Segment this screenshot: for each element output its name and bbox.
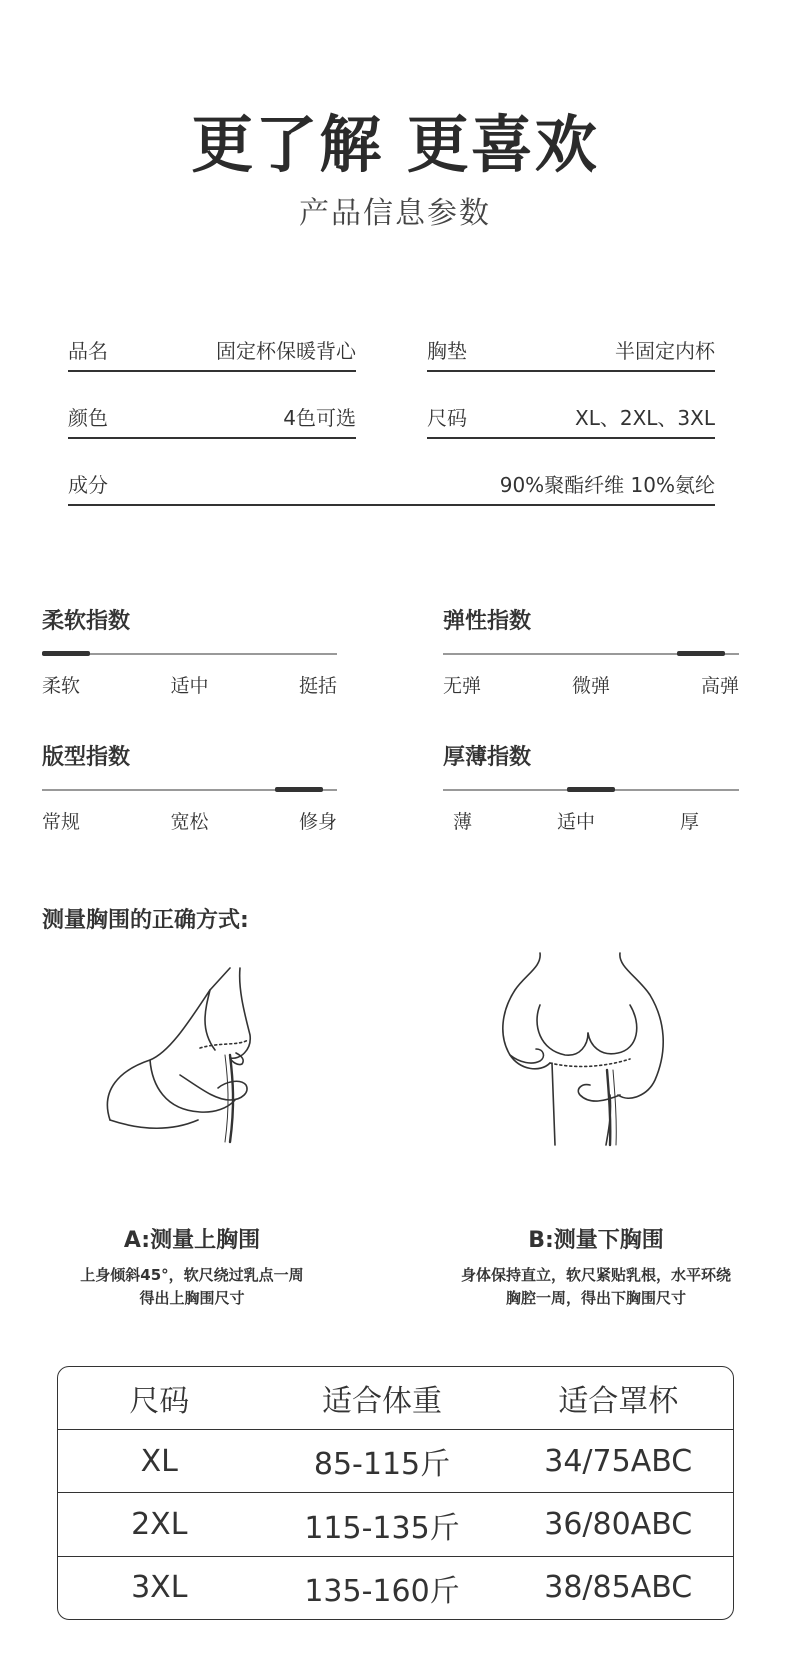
index-label: 适中 [556,811,595,833]
index-label: 适中 [170,675,209,697]
index-marker [42,651,90,656]
table-cell: 3XL [58,1556,261,1619]
measure-under-bust-illustration [480,945,690,1150]
info-key: 品名 [68,339,108,363]
index-label: 无弹 [443,675,482,697]
index-label: 挺括 [298,675,337,697]
info-value: 90%聚酯纤维 10%氨纶 [499,473,715,497]
table-cell: XL [58,1430,261,1493]
index-title: 弹性指数 [443,609,532,634]
index-title: 柔软指数 [42,609,131,634]
index-title: 版型指数 [42,745,131,770]
index-labels [443,671,739,698]
index-elasticity [443,604,739,698]
table-cell: 34/75ABC [504,1430,734,1493]
index-marker [275,787,323,792]
info-key: 胸垫 [427,339,467,363]
index-label: 柔软 [42,675,81,697]
index-label: 厚 [679,811,699,833]
index-label: 修身 [298,811,337,833]
table-row [58,1430,733,1493]
size-chart-table [57,1366,734,1620]
table-cell: 38/85ABC [504,1556,734,1619]
index-track [443,789,739,791]
index-labels [443,807,739,834]
info-product-name [68,335,356,372]
index-track [443,653,739,655]
measure-a-caption: A:测量上胸围 [123,1228,261,1253]
measure-a-desc-line2: 得出上胸围尺寸 [139,1289,245,1307]
info-pad [427,335,715,372]
table-header-row [58,1367,733,1430]
index-label: 宽松 [170,811,209,833]
table-cell: 135-160斤 [261,1556,504,1619]
measure-upper-bust-illustration [80,960,300,1150]
info-key: 颜色 [68,406,108,430]
index-marker [567,787,615,792]
index-marker [677,651,725,656]
index-softness [42,604,337,698]
index-labels [42,807,337,834]
info-size [427,402,715,439]
table-cell: 36/80ABC [504,1493,734,1556]
measure-b-caption: B:测量下胸围 [528,1228,664,1253]
info-key: 成分 [68,473,108,497]
page-title: 更了解 更喜欢 [191,108,599,181]
index-label: 高弹 [700,675,739,697]
measure-b-desc-line2: 胸腔一周，得出下胸围尺寸 [505,1289,686,1307]
index-thickness [443,740,739,834]
page-subtitle: 产品信息参数 [299,196,491,231]
index-fit [42,740,337,834]
index-label: 微弹 [571,675,610,697]
table-cell: 115-135斤 [261,1493,504,1556]
table-header-cell: 适合罩杯 [558,1384,679,1420]
info-value: 固定杯保暖背心 [216,339,356,363]
table-header-cell: 尺码 [129,1384,190,1420]
index-track [42,653,337,655]
index-track [42,789,337,791]
info-color [68,402,356,439]
table-row [58,1493,733,1556]
index-title: 厚薄指数 [443,745,532,770]
measure-b-desc-line1: 身体保持直立，软尺紧贴乳根，水平环绕 [460,1266,731,1284]
index-labels [42,671,337,698]
table-cell: 2XL [58,1493,261,1556]
measure-title: 测量胸围的正确方式: [42,908,249,933]
index-label: 薄 [453,811,473,833]
table-row [58,1556,733,1619]
table-cell: 85-115斤 [261,1430,504,1493]
info-value: XL、2XL、3XL [575,406,715,430]
table-header-cell: 适合体重 [322,1384,442,1420]
index-label: 常规 [42,811,81,833]
info-value: 4色可选 [283,406,356,430]
info-key: 尺码 [427,406,467,430]
measure-a-desc-line1: 上身倾斜45°，软尺绕过乳点一周 [80,1266,304,1284]
info-material [68,469,715,506]
info-value: 半固定内杯 [615,339,715,363]
